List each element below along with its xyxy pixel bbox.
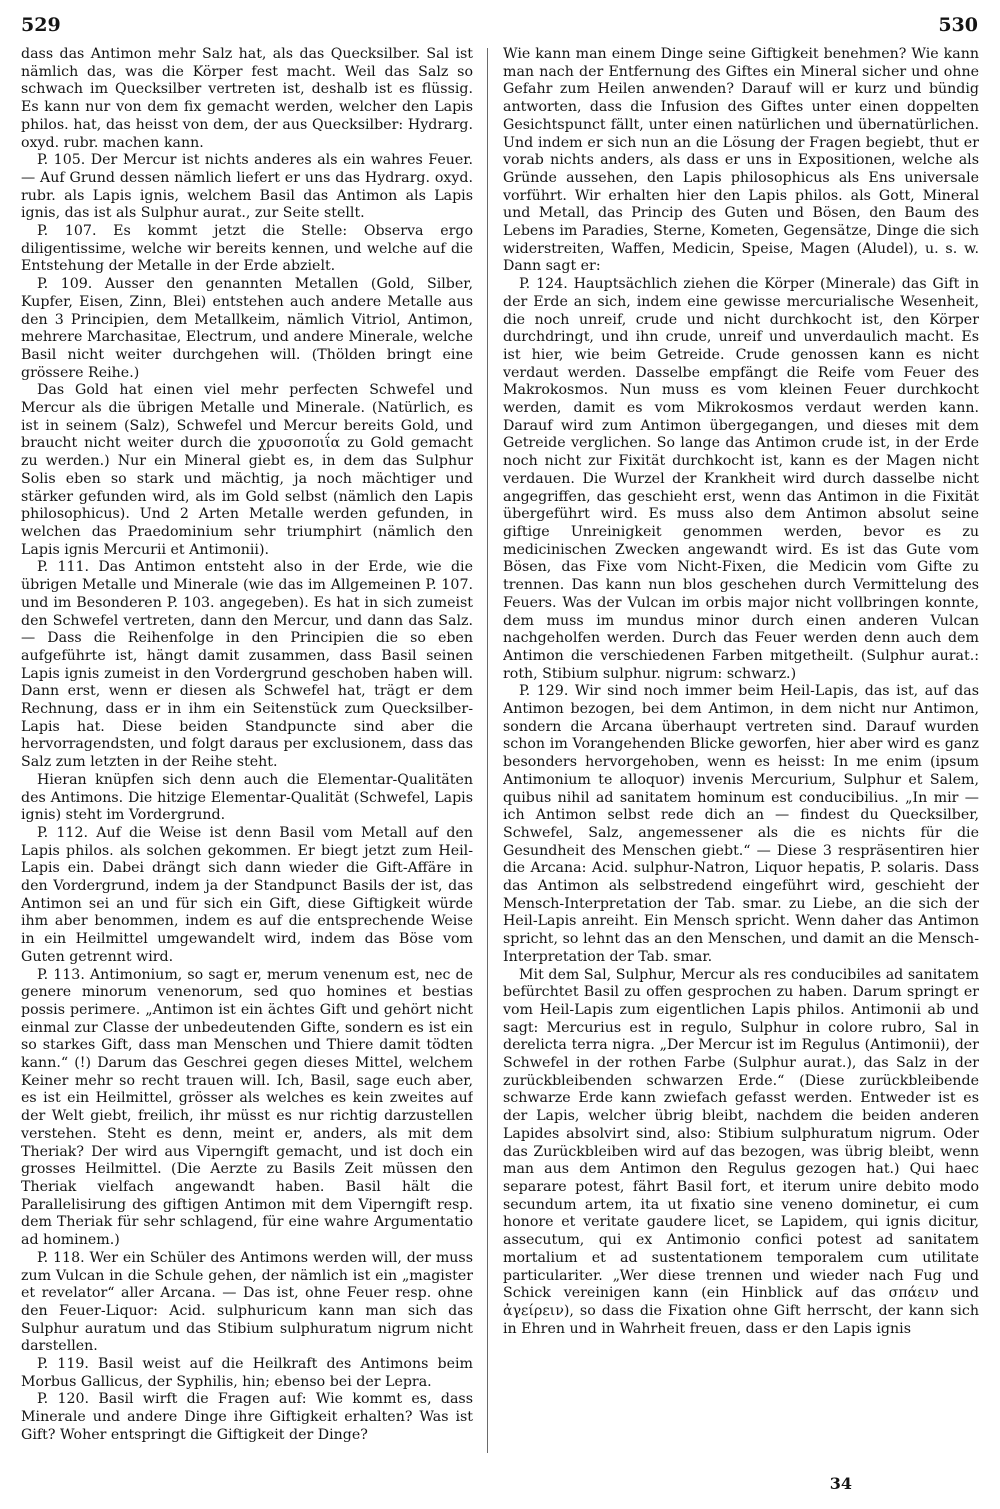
paragraph: Das Gold hat einen viel mehr perfecten Schwefel und Mercur als die übrigen Metalle und Minerale. (Natürlich, es ist in seinem (Salz), Schwefel und Mercur bereits Gold, und braucht nicht weiter durch die χρυσοποιΐα zu Gold gemacht zu werden.) Nur ein Mineral giebt es, in dem das Sulphur Solis eben so stark und mächtig, ja noch mächtiger und stärker gefunden wird, als im Gold selbst (nämlich den Lapis philosophicus). Und 2 Arten Metalle werden gefunden, in welchen das Praedominium sehr triumphirt (nämlich den Lapis ignis Mercurii et Antimonii). — [21, 382, 473, 558]
paragraph: P. 113. Antimonium, so sagt er, merum venenum est, nec de genere minorum venenorum, sed quo homines et bestias possis perimere. „Antimon ist ein ächtes Gift und gehört nicht einmal zur Classe der unbedeutenden Gifte, sondern es ist ein so starkes Gift, dass man Menschen und Thiere damit tödten kann.“ (!) Darum das Geschrei gegen dieses Mittel, welchem Keiner mehr so recht trauen will. Ich, Basil, sage euch aber, es ist ein Heilmittel, grösser als welches es kein zweites auf der Welt giebt, freilich, ihr müsst es nur richtig darzustellen verstehen. Steht es denn, meint er, anders, als mit dem Theriak? Der wird aus Viperngift gemacht, und ist doch ein grosses Heilmittel. (Die Aerzte zu Basils Zeit müssen den Theriak vielfach angewandt haben. Basil hält die Parallelisirung des giftigen Antimon mit dem Viperngift resp. dem Theriak für sehr schlagend, für eine wahre Argumentatio ad hominem.) — [21, 966, 473, 1249]
paragraph: Mit dem Sal, Sulphur, Mercur als res conducibiles ad sanitatem befürchtet Basil zu offen gesprochen zu haben. Darum springt er vom Heil-Lapis zum eigentlichen Lapis philos. Antimonii ab und sagt: Mercurius est in regulo, Sulphur in colore rubro, Sal in derelicta terra nigra. „Der Mercur ist im Regulus (Antimonii), der Schwefel in der rothen Farbe (Sulphur aurat.), das Salz in der zurückbleibenden schwarzen Erde.“ (Diese zurückbleibende schwarze Erde kann zwiefach gefasst werden. Entweder ist es der Lapis, welcher übrig bleibt, nachdem die beiden anderen Lapides absolvirt sind, also: Stibium sulphuratum nigrum. Oder das Zurückbleiben wird auf das bezogen, was übrig bleibt, wenn man aus dem Antimon den Regulus gezogen hat.) Qui haec separare potest, fährt Basil fort, et iterum unire debito modo secundum artem, ita ut fixatio sine veneno dominetur, ei cum honore et veritate gaudere licet, se Lapidem, qui ignis dicitur, assecutum, qui ex Antimonio confici potest ad sanitatem mortalium et ad sustentationem temporalem cum utilitate particulariter. „Wer diese trennen und wieder nach Fug und Schick vereinigen kann (ein Hinblick auf das σπάειν und ἀγείρειν), so dass die Fixation ohne Gift herrscht, der kann sich in Ehren und in Wahrheit freuen, dass er den Lapis ignis — [503, 966, 979, 1337]
paragraph: P. 105. Der Mercur ist nichts anderes als ein wahres Feuer. — Auf Grund dessen nämlich liefert er uns das Hydrarg. oxyd. rubr. als Lapis ignis, welchem Basil das Antimon als Lapis ignis, das ist als Sulphur aurat., zur Seite stellt. — [21, 152, 473, 222]
column-divider — [487, 48, 488, 1453]
right-column — [503, 46, 979, 1456]
paragraph: P. 112. Auf die Weise ist denn Basil vom Metall auf den Lapis philos. als solchen gekommen. Er biegt jetzt zum Heil-Lapis ein. Dabei drängt sich dann wieder die Gift-Affäre in den Vordergrund, indem ja der Standpunct Basils der ist, das Antimon sei an und für sich ein Gift, diese Giftigkeit würde ihm aber benommen, indem es auf die entsprechende Weise in ein Heilmittel umgewandelt wird, indem das Böse vom Guten getrennt wird. — [21, 824, 473, 965]
paragraph: P. 107. Es kommt jetzt die Stelle: Observa ergo diligentissime, welche wir bereits kennen, und welche auf die Entstehung der Metalle in der Erde abzielt. — [21, 223, 473, 275]
paragraph: P. 120. Basil wirft die Fragen auf: Wie kommt es, dass Minerale und andere Dinge ihre Giftigkeit erhalten? Was ist Gift? Woher entspringt die Giftigkeit der Dinge? — [21, 1391, 473, 1443]
left-column — [21, 46, 473, 1456]
paragraph: Hieran knüpfen sich denn auch die Elementar-Qualitäten des Antimons. Die hitzige Elementar-Qualität (Schwefel, Lapis ignis) steht im Vordergrund. — [21, 771, 473, 824]
paragraph: P. 118. Wer ein Schüler des Antimons werden will, der muss zum Vulcan in die Schule gehen, der nämlich ist ein „magister et revelator“ aller Arcana. — Das ist, ohne Feuer resp. ohne den Feuer-Liquor: Acid. sulphuricum kann man sich das Sulphur auratum und das Stibium sulphuratum nigrum nicht darstellen. — [21, 1249, 473, 1355]
signature-mark: 34 — [829, 1474, 852, 1493]
paragraph: P. 129. Wir sind noch immer beim Heil-Lapis, das ist, auf das Antimon bezogen, bei dem Antimon, in dem nicht nur Antimon, sondern die Arcana überhaupt vertreten sind. Darauf wurden schon im Vorangehenden Blicke geworfen, hier aber wird es ganz besonders hervorgehoben, wenn es heisst: In me enim (ipsum Antimonium te alloquor) invenis Mercurium, Sulphur et Salem, quibus nihil ad sanitatem hominum est conducibilius. „In mir — ich Antimon selbst rede dich an — findest du Quecksilber, Schwefel, Salz, angemessener als die es nichts für die Gesundheit des Menschen giebt.“ — Diese 3 respräsentiren hier die Arcana: Acid. sulphur-Natron, Liquor hepatis, P. solaris. Dass das Antimon als selbstredend eingeführt wird, geschieht der Mensch-Interpretation der Tab. smar. zu Liebe, an die sich der Heil-Lapis anreiht. Ein Mensch spricht. Wenn daher das Antimon spricht, so lehnt das an den Menschen, und damit an die Mensch-Interpretation der Tab. smar. — [503, 683, 979, 965]
paragraph: Wie kann man einem Dinge seine Giftigkeit benehmen? Wie kann man nach der Entfernung des Giftes ein Mineral sicher und ohne Gefahr zum Heilen anwenden? Darauf will er kurz und bündig antworten, dass die Infusion des Giftes unter einen doppelten Gesichtspunct fällt, unter einen natürlichen und übernatürlichen. Und indem er sich nun an die Lösung der Fragen begiebt, thut er vorab nichts anders, als dass er uns in Expositionen, welche als Gründe aussehen, den Lapis philosophicus als Ens universale vorführt. Wir erhalten hier den Lapis philos. als Gott, Mineral und Metall, das Princip des Guten und Bösen, den Baum des Lebens im Paradies, Sterne, Kometen, Gegensätze, Dinge die sich widerstreiten, Waffen, Medicin, Speise, Magen (Aludel), u. s. w. Dann sagt er: — [503, 46, 979, 275]
paragraph: P. 119. Basil weist auf die Heilkraft des Antimons beim Morbus Gallicus, der Syphilis, hin; ebenso bei der Lepra. — [21, 1356, 473, 1390]
page-number-left: 529 — [21, 14, 61, 36]
paragraph: P. 124. Hauptsächlich ziehen die Körper (Minerale) das Gift in der Erde an sich, indem eine gewisse mercurialische Wesenheit, die noch unreif, crude und nicht durchkocht ist, den Körper durchdringt, und ihn crude, unreif und unverdaulich macht. Es ist hier, wie beim Getreide. Crude genossen kann es nicht verdaut werden. Dasselbe empfängt die Reife vom Feuer des Makrokosmos. Nun muss es vom kleinen Feuer durchkocht werden, damit es vom Mikrokosmos verdaut werden kann. Darauf wird zum Antimon übergegangen, und dieses mit dem Getreide verglichen. So lange das Antimon crude ist, in der Erde noch nicht zur Fixität durchkocht ist, kann es der Magen nicht verdauen. Die Wurzel der Krankheit wird durch dasselbe nicht angegriffen, das geschieht erst, wenn das Antimon in die Fixität übergeführt wird. Es muss also dem Antimon absolut seine giftige Unreinigkeit genommen werden, bevor es zu medicinischen Zwecken angewandt wird. Es ist das Gute vom Bösen, das Fixe vom Nicht-Fixen, die Medicin vom Gifte zu trennen. Das kann nun blos geschehen durch Vermittelung des Feuers. Was der Vulcan im orbis major nicht vollbringen konnte, dem muss im mundus minor durch einen anderen Vulcan nachgeholfen werden. Durch das Feuer werden denn auch dem Antimon die verschiedenen Farben mitgetheilt. (Sulphur aurat.: roth, Stibium sulphur. nigrum: schwarz.) — [503, 276, 979, 682]
paragraph: dass das Antimon mehr Salz hat, als das Quecksilber. Sal ist nämlich das, was die Körper fest macht. Weil das Salz so schwach im Quecksilber vertreten ist, deshalb ist es flüssig. Es kann nur von dem fix gemacht werden, welcher den Lapis philos. hat, das heisst von dem, der aus Quecksilber: Hydrarg. oxyd. rubr. machen kann. — [21, 46, 473, 151]
paragraph: P. 109. Ausser den genannten Metallen (Gold, Silber, Kupfer, Eisen, Zinn, Blei) entstehen auch andere Metalle aus den 3 Principien, dem Metallkeim, nämlich Vitriol, Antimon, mehrere Marchasitae, Electrum, und andere Minerale, welche Basil nicht weiter durchgehen will. (Thölden bringt eine grössere Reihe.) — [21, 276, 473, 381]
page-number-right: 530 — [938, 14, 978, 36]
paragraph: P. 111. Das Antimon entsteht also in der Erde, wie die übrigen Metalle und Minerale (wie das im Allgemeinen P. 107. und im Besonderen P. 103. angegeben). Es hat in sich zumeist den Schwefel vertreten, dann den Mercur, und dann das Salz. — Dass die Reihenfolge in den Principien die so eben aufgeführte ist, hängt damit zusammen, dass Basil seinen Lapis ignis zumeist in den Vordergrund geschoben haben will. Dann erst, wenn er diesen als Schwefel hat, trägt er dem Rechnung, dass er in ihm ein Seitenstück zum Quecksilber-Lapis hat. Diese beiden Standpuncte sind aber die hervorragendsten, und folgt daraus per exclusionem, dass das Salz zum letzten in der Reihe steht. — [21, 559, 473, 771]
